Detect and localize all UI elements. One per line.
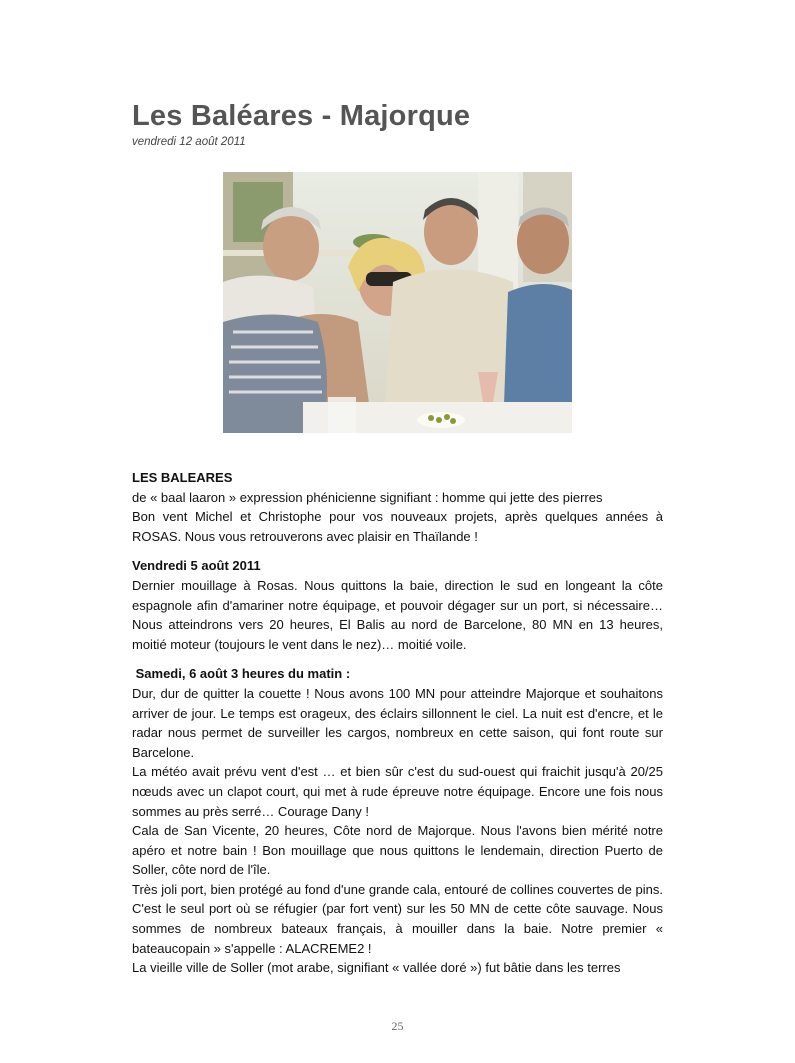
paragraph: Dur, dur de quitter la couette ! Nous avons 100 MN pour atteindre Majorque et souhaitons arriver de jour. Le temps est orageux, des éclairs sillonnent le ciel. La nuit est d'encre, et le radar nous permet de surveiller les cargos, nombreux en cette saison, qui font route sur Barcelone. (132, 685, 663, 760)
paragraph: Bon vent Michel et Christophe pour vos nouveaux projets, après quelques années à ROSAS. Nous vous retrouverons avec plaisir en Thaïlande ! (132, 509, 663, 544)
paragraph: Dernier mouillage à Rosas. Nous quittons la baie, direction le sud en longeant la côte espagnole afin d'amariner notre équipage, et pouvoir dégager sur un port, si nécessaire…Nous atteindrons vers 20 heures, El Balis au nord de Barcelone, 80 MN en 13 heures, moitié moteur (toujours le vent dans le nez)… moitié voile. (132, 577, 663, 652)
group-photo (223, 172, 572, 433)
paragraph: La météo avait prévu vent d'est … et bien sûr c'est du sud-ouest qui fraichit jusqu'à 20/25 nœuds avec un clapot court, qui met à rude épreuve notre équipage. Encore une fois nous sommes au près serré… Courage Dany ! (132, 764, 663, 819)
paragraph: de « baal laaron » expression phénicienne signifiant : homme qui jette des pierres (132, 489, 603, 505)
section-heading-vendredi: Vendredi 5 août 2011 (132, 558, 261, 574)
page-title: Les Baléares - Majorque (132, 100, 471, 132)
paragraph: Cala de San Vicente, 20 heures, Côte nord de Majorque. Nous l'avons bien mérité notre apéro et notre bain ! Bon mouillage que nous quittons le lendemain, direction Puerto de Soller, côte nord de l'île. (132, 823, 663, 878)
article-body (132, 468, 663, 978)
paragraph: Très joli port, bien protégé au fond d'une grande cala, entouré de collines couvertes de pins. C'est le seul port où se réfugier (par fort vent) sur les 50 MN de cette côte sauvage. Nous sommes de nombreux bateaux français, à mouiller dans la baie. Notre premier « bateaucopain » s'appelle : ALACREME2 ! (132, 881, 663, 956)
section-heading-baleares: LES BALEARES (132, 470, 233, 485)
section-heading-samedi: Samedi, 6 août 3 heures du matin : (132, 666, 351, 682)
page-number: 25 (391, 1019, 404, 1033)
post-date: vendredi 12 août 2011 (132, 136, 246, 148)
paragraph: La vieille ville de Soller (mot arabe, signifiant « vallée doré ») fut bâtie dans les terres (132, 960, 621, 976)
